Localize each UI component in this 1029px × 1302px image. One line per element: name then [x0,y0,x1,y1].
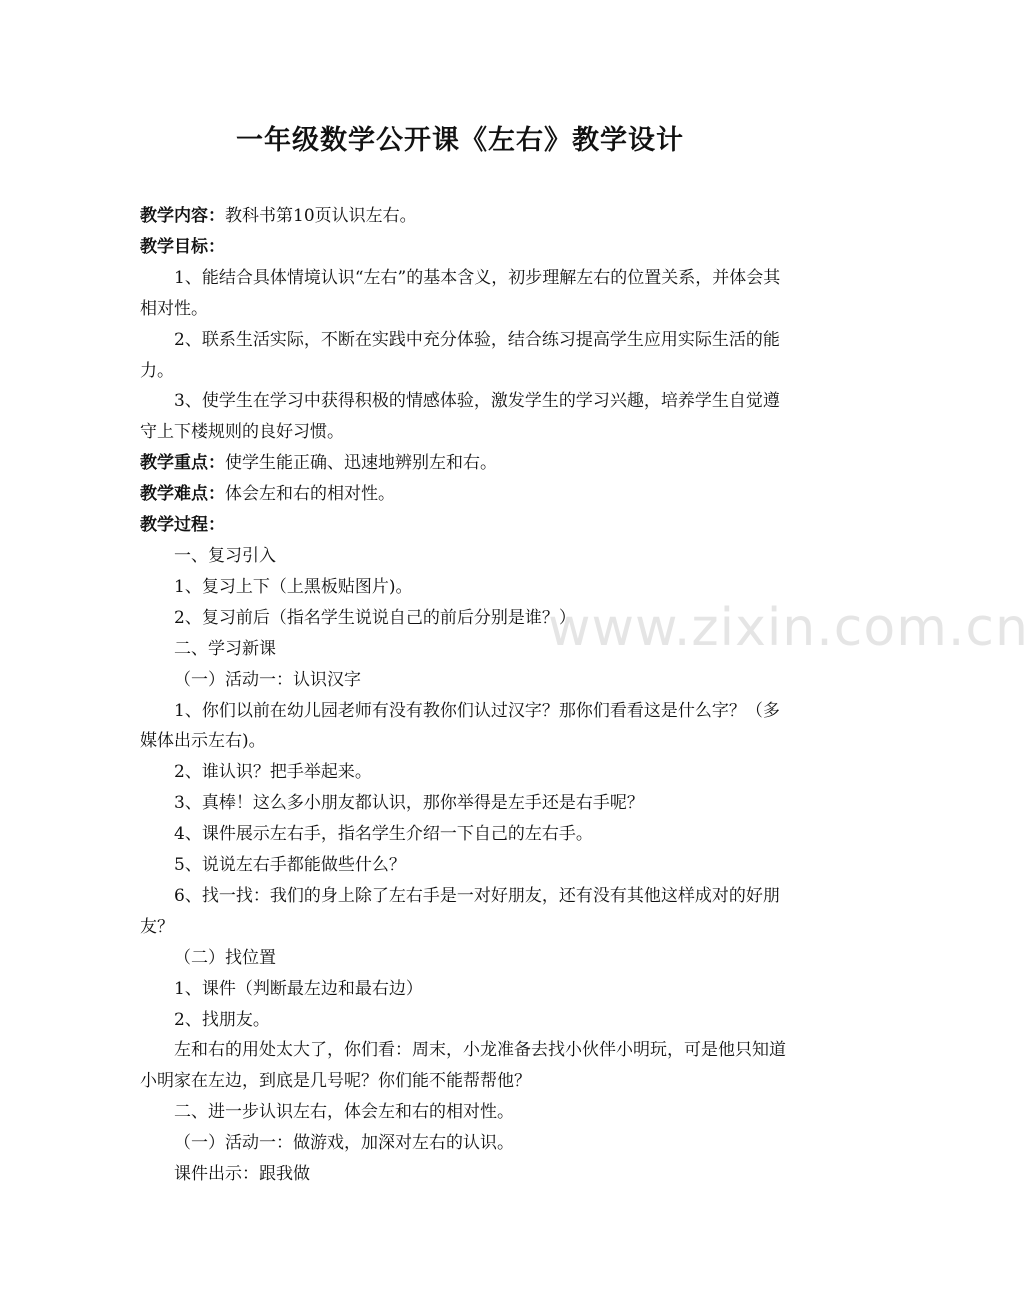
process-item: （二）找位置 [174,947,276,968]
process-item: （一）活动一：认识汉字 [174,669,361,690]
goal-item: 3、使学生在学习中获得积极的情感体验，激发学生的学习兴趣，培养学生自觉遵守上下楼规则的良好习惯。 [140,391,780,443]
process-item: 3、真棒！这么多小朋友都认识，那你举得是左手还是右手呢？ [174,793,644,814]
goal-item: 1、能结合具体情境认识“左右”的基本含义，初步理解左右的位置关系，并体会其相对性。 [140,267,781,319]
difficulty-line [140,479,788,510]
difficulty-text: 体会左和右的相对性。 [225,484,395,505]
content-text: 教科书第10页认识左右。 [225,206,417,226]
process-item: 5、说说左右手都能做些什么？ [174,855,406,876]
document-body [140,201,788,1190]
process-item: 4、课件展示左右手，指名学生介绍一下自己的左右手。 [174,824,593,845]
process-item: 1、复习上下（上黑板贴图片)。 [174,576,413,597]
key-point-label: 教学重点： [140,453,225,474]
process-item: 2、复习前后（指名学生说说自己的前后分别是谁？） [174,607,576,628]
key-point-text: 使学生能正确、迅速地辨别左和右。 [225,453,497,474]
process-item: 1、你们以前在幼儿园老师有没有教你们认过汉字？那你们看看这是什么字？（多媒体出示左右)。 [140,700,780,752]
document-title: 一年级数学公开课《左右》教学设计 [236,125,684,156]
process-item: 6、找一找：我们的身上除了左右手是一对好朋友，还有没有其他这样成对的好朋友？ [140,885,780,937]
process-item: 1、课件（判断最左边和最右边） [174,978,423,999]
process-item: 一、复习引入 [174,545,276,566]
watermark: www.zixin.com.cn [548,598,1029,658]
goal-item: 2、联系生活实际，不断在实践中充分体验，结合练习提高学生应用实际生活的能力。 [140,329,780,381]
process-item: 2、找朋友。 [174,1009,270,1030]
process-item: 二、学习新课 [174,638,276,659]
process-label: 教学过程： [140,515,225,536]
content-line [140,201,788,232]
goals-label: 教学目标： [140,236,225,257]
process-item: 二、进一步认识左右，体会左和右的相对性。 [174,1102,514,1123]
key-point-line [140,448,788,479]
difficulty-label: 教学难点： [140,484,225,505]
process-item: 2、谁认识？把手举起来。 [174,762,372,783]
process-item: （一）活动一：做游戏，加深对左右的认识。 [174,1133,514,1154]
process-item: 左和右的用处太大了，你们看：周末，小龙准备去找小伙伴小明玩，可是他只知道小明家在左边，到底是几号呢？你们能不能帮帮他？ [140,1040,786,1092]
content-label: 教学内容： [140,206,225,226]
process-item: 课件出示：跟我做 [174,1164,310,1185]
